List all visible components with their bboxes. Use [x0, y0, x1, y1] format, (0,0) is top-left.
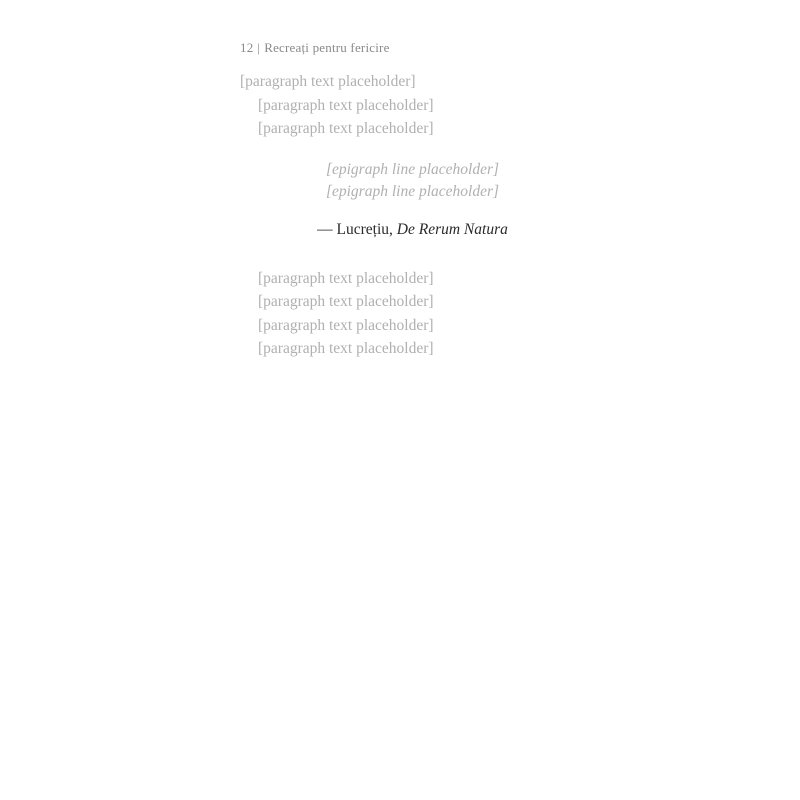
attribution-author: — Lucrețiu, — [317, 220, 393, 238]
attribution-work: De Rerum Natura — [396, 220, 508, 238]
body-text-before-epigraph — [240, 70, 585, 141]
paragraph: [paragraph text placeholder] — [240, 73, 416, 90]
paragraph: [paragraph text placeholder] — [258, 120, 434, 137]
running-head-separator: | — [257, 40, 261, 55]
epigraph-line: [epigraph line placeholder] — [325, 160, 500, 178]
paragraph: [paragraph text placeholder] — [258, 293, 434, 310]
paragraph: [paragraph text placeholder] — [258, 316, 434, 334]
paragraph: [paragraph text placeholder] — [258, 96, 434, 114]
paragraph: [paragraph text placeholder] — [258, 340, 434, 357]
book-page — [240, 40, 585, 760]
running-head — [240, 40, 585, 56]
body-text-after-epigraph — [240, 267, 585, 361]
paragraph: [paragraph text placeholder] — [258, 269, 434, 287]
epigraph — [240, 159, 585, 203]
running-head-title: Recreați pentru fericire — [264, 40, 390, 55]
page-number: 12 — [240, 40, 254, 55]
epigraph-attribution — [240, 219, 585, 241]
epigraph-line: [epigraph line placeholder] — [325, 182, 500, 200]
